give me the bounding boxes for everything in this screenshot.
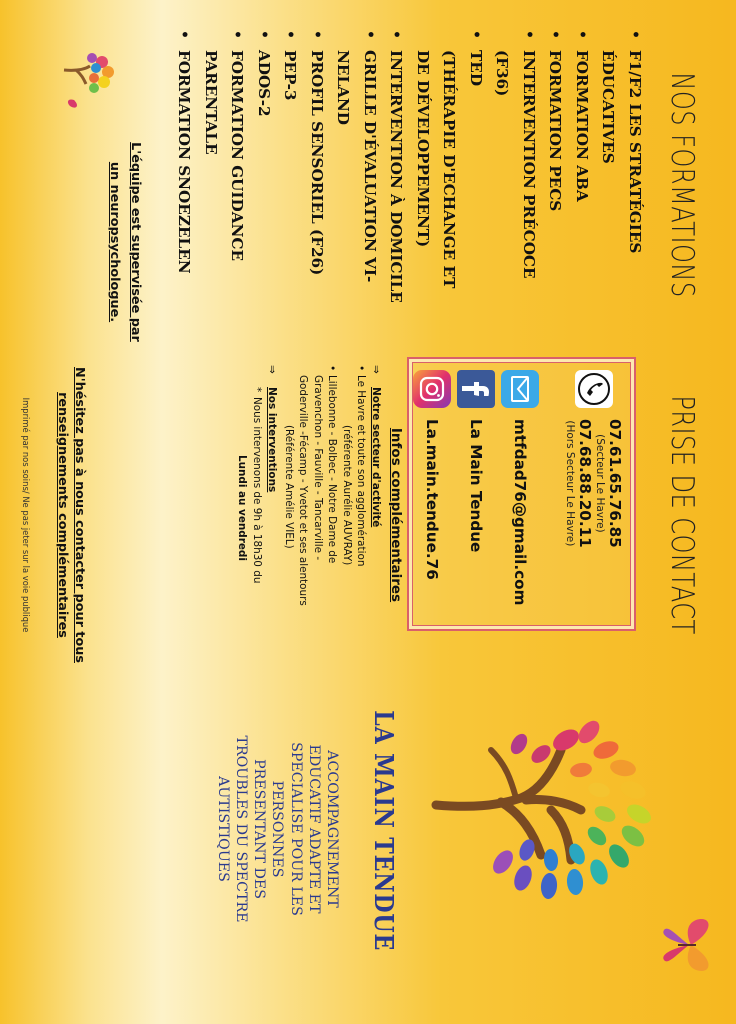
tree-logo-icon [431,710,661,900]
phone-1[interactable]: 07.61.65.76.85 [606,419,624,548]
formation-item [198,20,251,350]
formation-item [595,20,648,350]
interventions-1-text: Nous intervenons de 9h à 18h30 du [250,397,263,584]
contact-box [407,357,636,631]
phone-2-note: (Hors Secteur Le Havre) [564,420,576,547]
formations-panel [0,20,736,350]
formation-item-label: • INTERVENTION À DOMICILE [387,50,406,303]
secteur-2a: •Lillebonne - Bolbec - Notre Dame de [326,365,339,564]
instagram-icon [412,369,452,409]
secteur-2c: Goderville -Fécamp - Yvetot et ses alentours [297,375,310,606]
formation-item [489,20,542,350]
butterfly-icon [656,910,726,980]
interventions-heading [266,365,278,665]
formation-item [569,20,596,350]
formation-item [383,20,410,350]
contact-panel [0,345,736,685]
secteur-2b: Gravenchon - Fauville - Tancarville - [311,375,324,561]
interventions-label: Nos interventions [265,387,278,493]
interventions-2: Lundi au vendredi [236,455,249,561]
arrow-right-icon: ⇒ [370,365,382,374]
cover-subtitle: ACCOMPAGNEMENT EDUCATIF ADAPTE ET SPECIALISE POUR LES PERSONNES PRESENTANT DES TROUBLES DU SPECTRE AUTISTIQUES [214,735,340,923]
formations-list [171,20,648,350]
secteur-heading [370,365,382,665]
secteur-2-ref: (Référente Amélie VIEL) [282,425,295,549]
formation-item [277,20,304,350]
printed-note: Imprimé par nos soins/ Ne pas jeter sur la voie publique [21,397,31,633]
phone-row[interactable] [564,369,624,548]
contact-note: N'hésitez pas à nous contacter pour tous renseignements complémentaires [55,366,87,663]
formation-item-label: • FORMATION GUIDANCE PARENTALE [202,50,247,262]
formation-item-label: • PEP-3 [281,50,300,101]
instagram-row[interactable] [412,369,452,580]
phone-1-note: (Secteur Le Havre) [594,434,606,533]
formation-item-label: • FORMATION ABA [573,50,591,202]
formation-item-label: • GRILLE D'ÉVALUATION VI- NELAND [334,50,379,283]
phone-icon [574,369,614,409]
facebook-icon [456,369,496,409]
formation-item-label: • F1/F2 LES STRATÉGIES ÉDUCATIVES [599,50,644,254]
contact-title: PRISE DE CONTACT [664,395,700,635]
arrow-right-icon: ⇒ [265,365,278,374]
facebook-name[interactable]: La Main Tendue [467,419,485,553]
formation-item-label: • PROFIL SENSORIEL (F26) [308,50,326,276]
secteur-1-ref: (référente Aurélie AUVRAY) [340,425,353,566]
formation-item-label: • TED (THÉRAPIE D'ECHANGE ET DE DÉVELOPPEMENT) [414,50,485,289]
formations-title: NOS FORMATIONS [664,72,700,298]
infos-section [235,365,404,665]
tree-logo-small-icon [60,40,124,112]
instagram-handle[interactable]: La.main.tendue.76 [423,419,441,580]
formation-item [410,20,490,350]
cover-panel [0,690,736,1024]
formation-item [330,20,383,350]
email-row[interactable] [500,369,540,605]
email-icon [500,369,540,409]
secteur-label: Notre secteur d'activité [370,387,382,528]
phone-2[interactable]: 07.68.88.20.11 [576,419,594,548]
formation-item [304,20,331,350]
interventions-1: *Nous intervenons de 9h à 18h30 du [250,387,263,584]
formation-item-label: • FORMATION PECS [546,50,565,212]
formation-item [251,20,278,350]
formation-item [171,20,198,350]
email-address[interactable]: mtfdad76@gmail.com [511,419,529,606]
secteur-1: •Le Havre et toute son agglomération [355,365,367,567]
formation-item-label: • FORMATION SNOEZELEN [175,50,194,274]
secteur-2a-text: Lillebonne - Bolbec - Notre Dame de [326,375,339,564]
formation-item-label: • INTERVENTION PRÉCOCE (F36) [493,50,538,279]
secteur-1-text: Le Havre et toute son agglomération [355,375,367,567]
formation-item [542,20,569,350]
formation-item-label: • ADOS-2 [255,50,273,117]
cover-title: LA MAIN TENDUE [368,710,398,952]
supervision-note: L'équipe est supervisée par un neuropsychologue. [107,142,143,342]
facebook-row[interactable] [456,369,496,552]
infos-title: Infos complémentaires [388,427,404,603]
